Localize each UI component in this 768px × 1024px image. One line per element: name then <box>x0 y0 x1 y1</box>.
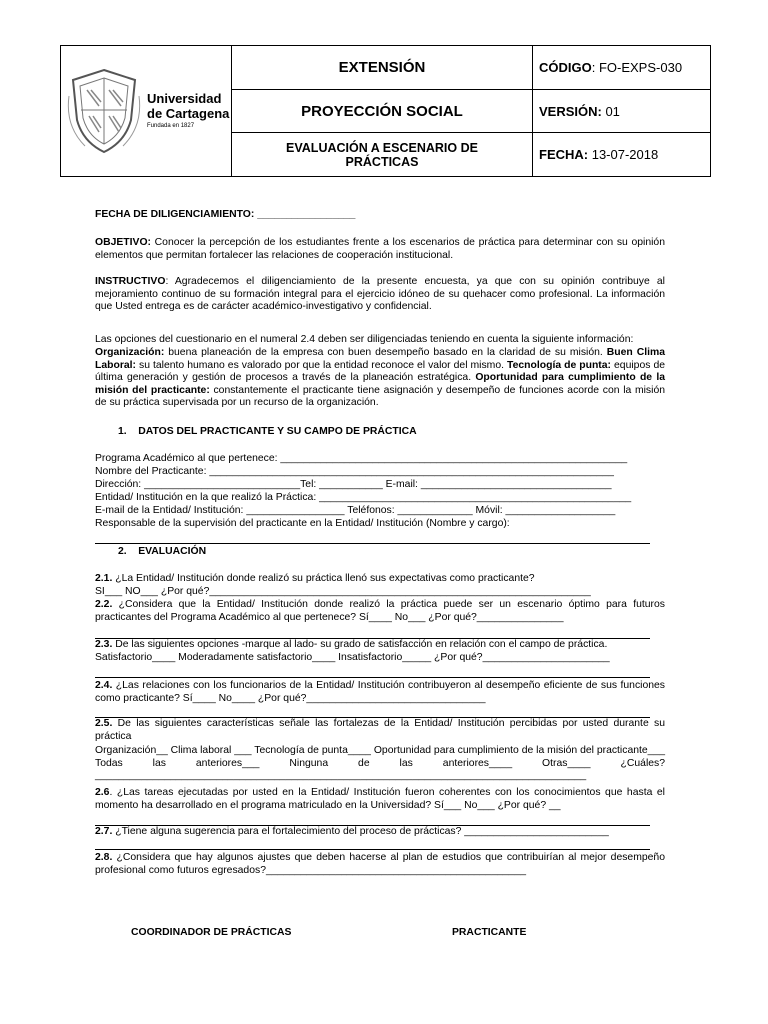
logo-cell <box>61 46 232 177</box>
logo-name-line1: Universidad <box>147 91 222 107</box>
logo-name-line2: de Cartagena <box>147 105 230 121</box>
section1-title: 1. DATOS DEL PRACTICANTE Y SU CAMPO DE PRÁCTICA <box>118 426 417 437</box>
definitions-paragraph: Organización: buena planeación de la empresa con buen desempeño basado en la claridad de su misión. Buen Clima Laboral: su talento humano es valorado por que la entidad reconoce el valor del mismo. Tecnología de punta: equipos de última generación y gestión de procesos a través de la planeación estratégica. Oportunidad para cumplimiento de la misión del practicante: constantemente el practicante tiene asignación y desempeño de funciones acorde con la misión de su práctica supervisada por un recurso de la organización. <box>95 347 666 409</box>
signature-practicante: PRACTICANTE <box>452 927 527 938</box>
instructivo-paragraph: INSTRUCTIVO: Agradecemos el diligenciamiento de la presente encuesta, ya que con su opinión contribuye al mejoramiento continuo de su formación integral para el ejercicio idóneo de su quehacer como profesional. La información que Usted entrega es de carácter académico-investigativo y confidencial. <box>95 276 665 313</box>
s1-line-programa: Programa Académico al que pertenece: ____________________________________________________________ <box>95 453 628 464</box>
s1-line-responsable: Responsable de la supervisión del practicante en la Entidad/ Institución (Nombre y cargo): <box>95 518 510 529</box>
header-title-proyeccion: PROYECCIÓN SOCIAL <box>232 90 533 133</box>
logo-tagline: Fundada en 1827 <box>147 123 195 129</box>
q23-answer: Satisfactorio____ Moderadamente satisfactorio____ Insatisfactorio_____ ¿Por qué?______________________ <box>95 652 610 663</box>
shield-icon <box>65 66 143 156</box>
university-logo <box>61 66 231 156</box>
q27: 2.7. ¿Tiene alguna sugerencia para el fortalecimiento del proceso de prácticas? _________________________ <box>95 826 609 837</box>
s1-line-direccion: Dirección: ___________________________Tel: ___________ E-mail: _________________________________ <box>95 479 612 490</box>
header-title-extension: EXTENSIÓN <box>232 46 533 90</box>
q24: 2.4. ¿Las relaciones con los funcionarios de la Entidad/ Institución contribuyeron al desempeño eficiente de sus funciones como practicante? Sí____ No____ ¿Por qué?_______________________________ <box>95 680 665 704</box>
fecha-diligenciamiento: FECHA DE DILIGENCIAMIENTO: _________________ <box>95 209 356 220</box>
s1-line-email: E-mail de la Entidad/ Institución: _________________ Teléfonos: _____________ Móvil: ___________________ <box>95 505 616 516</box>
section2-title: 2. EVALUACIÓN <box>118 546 207 557</box>
s1-line-nombre: Nombre del Practicante: ______________________________________________________________________ <box>95 466 614 477</box>
header-version: VERSIÓN: 01 <box>533 90 711 133</box>
q21: 2.1. ¿La Entidad/ Institución donde realizó su práctica llenó sus expectativas como practicante? <box>95 573 535 584</box>
s1-line-entidad: Entidad/ Institución en la que realizó la Práctica: ______________________________________________________ <box>95 492 632 503</box>
divider-line <box>95 849 650 850</box>
q28: 2.8. ¿Considera que hay algunos ajustes que deben hacerse al plan de estudios que contribuirían al mejor desempeño profesional como futuros egresados?_____________________________________________ <box>95 852 665 876</box>
q23: 2.3. De las siguientes opciones -marque al lado- su grado de satisfacción en relación con el campo de práctica. <box>95 639 608 650</box>
divider-line <box>95 677 650 678</box>
q21-answer: SI___ NO___ ¿Por qué?__________________________________________________________________ <box>95 586 591 597</box>
q26: 2.6. ¿Las tareas ejecutadas por usted en la Entidad/ Institución fueron coherentes con los conocimientos que hasta el momento ha desarrollado en el programa matriculado en la Universidad? Sí___ No___ ¿Por qué? __ <box>95 787 665 811</box>
q25-answer: Organización__ Clima laboral ___ Tecnología de punta____ Oportunidad para cumplimiento de la misión del practicante___ Todas las anteriores___ Ninguna de las anteriores____ Otras____ ¿Cuáles? _____________________________________________________________________________________ <box>95 745 665 782</box>
signature-coordinador: COORDINADOR DE PRÁCTICAS <box>131 927 292 938</box>
form-header <box>60 45 711 177</box>
header-title-evaluacion: EVALUACIÓN A ESCENARIO DE PRÁCTICAS <box>232 133 533 177</box>
q22: 2.2. ¿Considera que la Entidad/ Institución donde realizó la práctica puede ser un escenario óptimo para futuros practicantes del Programa Académico al que pertenece? Sí____ No___ ¿Por qué?_______________ <box>95 599 665 623</box>
q25: 2.5. De las siguientes características señale las fortalezas de la Entidad/ Institución percibidas por usted durante su práctica <box>95 718 665 742</box>
objetivo-paragraph: OBJETIVO: Conocer la percepción de los estudiantes frente a los escenarios de práctica para determinar con su opinión elementos que permitan fortalecer las relaciones de cooperación institucional. <box>95 237 665 261</box>
opciones-intro: Las opciones del cuestionario en el numeral 2.4 deben ser diligenciadas teniendo en cuenta la siguiente información: <box>95 334 634 345</box>
divider-line <box>95 543 650 544</box>
header-fecha: FECHA: 13-07-2018 <box>533 133 711 177</box>
header-codigo: CÓDIGO: FO-EXPS-030 <box>533 46 711 90</box>
